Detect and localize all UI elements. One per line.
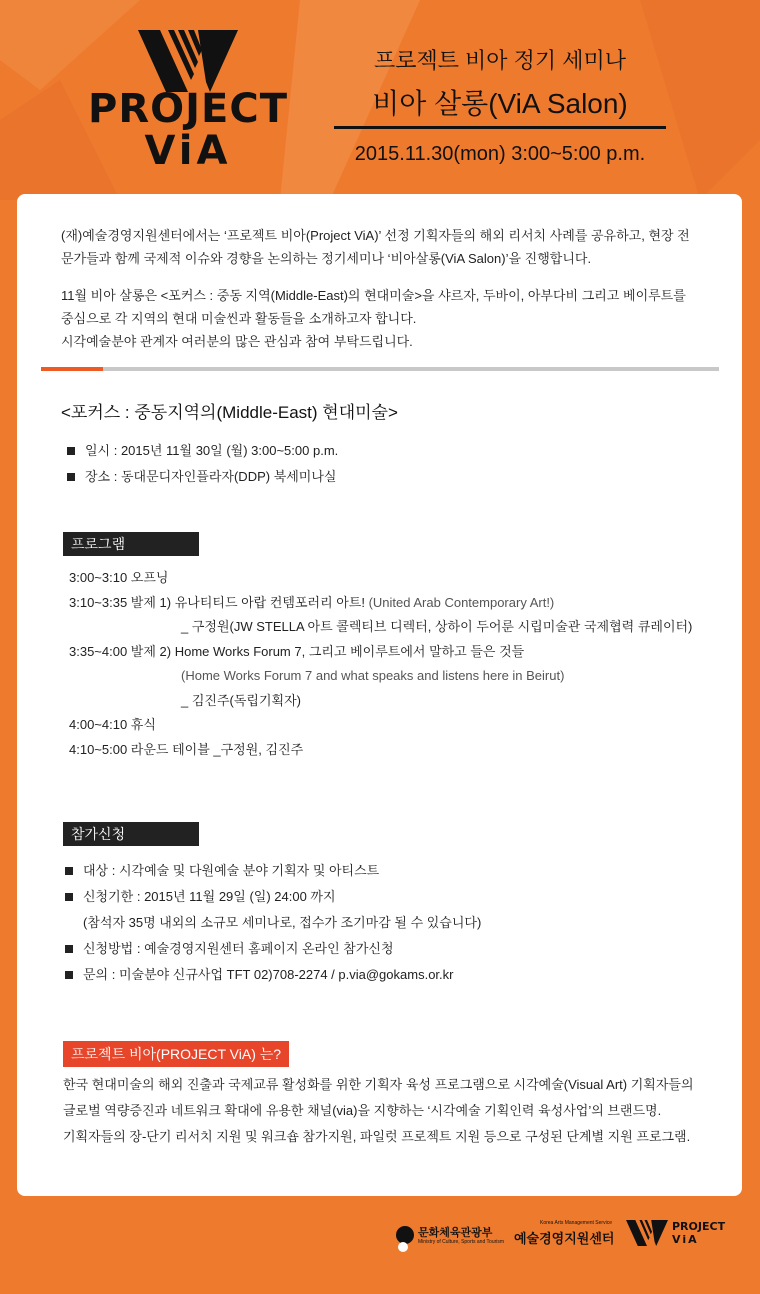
kams-logo: Korea Arts Management Service 예술경영지원센터 [514,1220,615,1246]
section-divider-accent [41,367,103,371]
focus-details [67,438,338,490]
program-heading: 프로그램 [63,532,199,556]
about-line: 한국 현대미술의 해외 진출과 국제교류 활성화를 위한 기획자 육성 프로그램으로 시각예술(Visual Art) 기획자들의 [63,1077,694,1092]
ministry-emblem-icon [396,1226,414,1244]
intro-paragraph-1: (재)예술경영지원센터에서는 ‘프로젝트 비아(Project ViA)’ 선정 기획자들의 해외 리서치 사례를 공유하고, 현장 전문가들과 함께 국제적 이슈와 경향을 논의하는 정기세미나 ‘비아살롱(ViA Salon)’을 진행합니다. [61,228,690,266]
bullet-square-icon [65,867,73,875]
logo-text-project: PROJECT [88,86,288,132]
program-row: (Home Works Forum 7 and what speaks and listens here in Beirut) [181,668,565,683]
project-via-logo [88,30,288,180]
apply-details [65,858,481,988]
bullet-square-icon [67,447,75,455]
list-item: 신청기한 : 2015년 11월 29일 (일) 24:00 까지 [65,884,481,910]
intro-p2-line2: 중심으로 각 지역의 현대 미술씬과 활동들을 소개하고자 합니다. [61,311,417,326]
program-row: _ 김진주(독립기획자) [181,692,301,708]
list-item: (참석자 35명 내외의 소규모 세미나로, 접수가 조기마감 될 수 있습니다) [83,915,482,930]
program-row: 4:00~4:10 휴식 [69,717,156,732]
via-logo-mark-icon [624,1220,670,1246]
list-item: 일시 : 2015년 11월 30일 (월) 3:00~5:00 p.m. [67,438,338,464]
about-text [63,1072,723,1150]
via-logo-mark-icon [138,30,238,92]
bullet-square-icon [65,971,73,979]
logo-text-via: ViA [144,128,232,174]
footer-via-logo: PROJECT ViA [624,1214,736,1254]
list-item: 신청방법 : 예술경영지원센터 홈페이지 온라인 참가신청 [65,936,481,962]
program-schedule [69,566,692,762]
about-line: 글로벌 역량증진과 네트워크 확대에 유용한 채널(via)을 지향하는 ‘시각예술 기획인력 육성사업’의 브랜드명. [63,1103,662,1118]
program-row: 3:00~3:10 오프닝 [69,570,169,585]
seminar-subtitle: 프로젝트 비아 정기 세미나 [373,48,627,73]
program-row: 4:10~5:00 라운드 테이블 _구정원, 김진주 [69,741,304,757]
apply-heading: 참가신청 [63,822,199,846]
list-item: 대상 : 시각예술 및 다원예술 분야 기획자 및 아티스트 [65,858,481,884]
seminar-date: 2015.11.30(mon) 3:00~5:00 p.m. [354,143,646,165]
program-row: 3:35~4:00 발제 2) Home Works Forum 7, 그리고 베이루트에서 말하고 들은 것들 [69,643,525,659]
program-row: 3:10~3:35 발제 1) 유나티티드 아랍 컨템포러리 아트! (United Arab Contemporary Art!) [69,594,555,610]
intro-p2-line1: 11월 비아 살롱은 <포커스 : 중동 지역(Middle-East)의 현대미술>을 샤르자, 두바이, 아부다비 그리고 베이루트를 [61,288,686,303]
content-card [17,194,742,1196]
intro-paragraph-2 [61,284,701,353]
bullet-square-icon [67,473,75,481]
focus-title: <포커스 : 중동지역의(Middle-East) 현대미술> [61,403,398,422]
bullet-square-icon [65,945,73,953]
intro-p2-line3: 시각예술분야 관계자 여러분의 많은 관심과 참여 부탁드립니다. [61,334,413,349]
program-row: _ 구정원(JW STELLA 아트 콜렉티브 디렉터, 상하이 두어룬 시립미술관 국제협력 큐레이터) [181,619,693,634]
section-divider [41,367,719,371]
about-line: 기획자들의 장-단기 리서치 지원 및 워크숍 참가지원, 파일럿 프로젝트 지원 등으로 구성된 단계별 지원 프로그램. [63,1129,691,1144]
list-item: 장소 : 동대문디자인플라자(DDP) 북세미나실 [67,464,338,490]
seminar-title: 비아 살롱(ViA Salon) [372,88,628,119]
list-item: 문의 : 미술분야 신규사업 TFT 02)708-2274 / p.via@gokams.or.kr [65,962,481,988]
about-heading: 프로젝트 비아(PROJECT ViA) 는? [63,1041,289,1067]
bullet-square-icon [65,893,73,901]
header-divider [334,126,666,129]
intro-text [61,224,701,367]
ministry-logo: 문화체육관광부 Ministry of Culture, Sports and Tourism [388,1214,498,1254]
